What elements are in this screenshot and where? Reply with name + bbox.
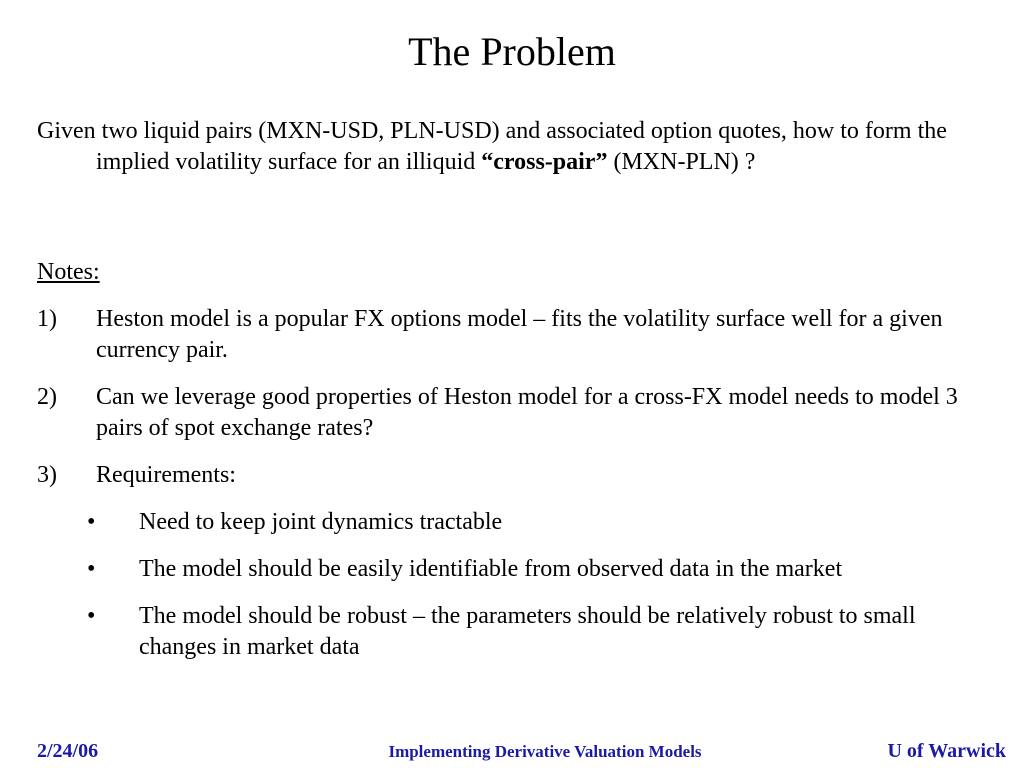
bullet-text: Need to keep joint dynamics tractable xyxy=(139,509,503,535)
intro-text-before: Given two liquid pairs (MXN-USD, PLN-USD) and associated option quotes, how to form the implied volatility surface for an illiquid xyxy=(37,118,947,175)
bullet-icon: • xyxy=(87,556,96,582)
item-text: Heston model is a popular FX options model – fits the volatility surface well for a given currency pair. xyxy=(96,306,943,363)
bullet-text: The model should be easily identifiable from observed data in the market xyxy=(139,556,843,582)
item-text: Requirements: xyxy=(96,462,236,488)
bullet-text: The model should be robust – the parameters should be relatively robust to small changes in market data xyxy=(139,603,916,660)
footer-institution: U of Warwick xyxy=(887,740,1006,762)
bullet-item xyxy=(37,554,987,585)
numbered-item xyxy=(37,382,987,444)
item-number: 3) xyxy=(37,462,57,488)
numbered-item xyxy=(37,304,987,366)
numbered-item xyxy=(37,460,987,491)
intro-bold-text: “cross-pair” xyxy=(481,149,608,175)
slide-title: The Problem xyxy=(408,29,616,74)
bullet-item xyxy=(37,601,987,663)
slide-content xyxy=(37,116,987,663)
bullet-item xyxy=(37,507,987,538)
footer-title: Implementing Derivative Valuation Models xyxy=(388,742,702,761)
bullet-icon: • xyxy=(87,603,96,629)
bullet-icon: • xyxy=(87,509,96,535)
intro-text-after: (MXN-PLN) ? xyxy=(607,149,756,175)
item-number: 1) xyxy=(37,306,57,332)
notes-heading: Notes: xyxy=(37,259,100,285)
footer-date: 2/24/06 xyxy=(37,740,99,762)
item-text: Can we leverage good properties of Heston model for a cross-FX model needs to model 3 pairs of spot exchange rates? xyxy=(96,384,958,441)
intro-paragraph xyxy=(37,116,987,178)
item-number: 2) xyxy=(37,384,57,410)
